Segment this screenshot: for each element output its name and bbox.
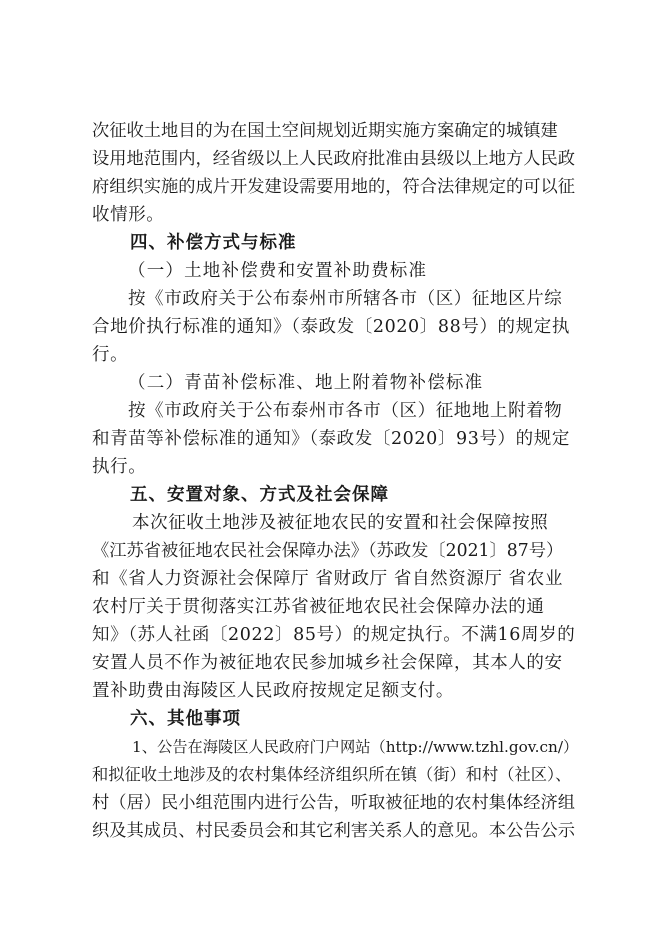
- section6-line-1: 1、公告在海陵区人民政府门户网站（http://www.tzhl.gov.cn/）: [132, 738, 579, 756]
- section4-sub2-line-1: 按《市政府关于公布泰州市各市（区）征地地上附着物: [128, 401, 563, 421]
- section5-line-4: 农村厅关于贯彻落实江苏省被征地农民社会保障办法的通: [92, 597, 545, 617]
- section5-line-1: 本次征收土地涉及被征地农民的安置和社会保障按照: [132, 513, 549, 533]
- section4-sub1-line-3: 行。: [92, 345, 129, 365]
- section5-line-2: 《江苏省被征地农民社会保障办法》（苏政发〔2021〕87号）: [92, 541, 564, 561]
- intro-line-3: 府组织实施的成片开发建设需要用地的，符合法律规定的可以征: [92, 177, 576, 197]
- section6-line-2: 和拟征收土地涉及的农村集体经济组织所在镇（街）和村（社区）、: [92, 765, 572, 784]
- section5-line-6: 安置人员不作为被征地农民参加城乡社会保障，其本人的安: [92, 653, 563, 673]
- intro-line-2: 设用地范围内，经省级以上人民政府批准由县级以上地方人民政: [92, 149, 576, 169]
- section4-sub2-line-3: 执行。: [92, 457, 147, 477]
- section4-sub2-heading: （二）青苗补偿标准、地上附着物补偿标准: [128, 373, 484, 393]
- section5-line-5: 知》（苏人社函〔2022〕85号）的规定执行。不满16周岁的: [92, 625, 576, 645]
- section4-sub1-heading: （一）土地补偿费和安置补助费标准: [128, 261, 428, 281]
- section6-heading: 六、其他事项: [130, 709, 241, 729]
- section5-heading: 五、安置对象、方式及社会保障: [130, 485, 389, 505]
- intro-line-4: 收情形。: [92, 205, 165, 225]
- section4-sub2-line-2: 和青苗等补偿标准的通知》（泰政发〔2020〕93号）的规定: [92, 429, 570, 449]
- section4-sub1-line-1: 按《市政府关于公布泰州市所辖各市（区）征地区片综: [128, 289, 563, 309]
- section4-heading: 四、补偿方式与标准: [130, 233, 297, 253]
- section5-line-3: 和《省人力资源社会保障厅 省财政厅 省自然资源厅 省农业: [92, 569, 563, 589]
- intro-line-1: 次征收土地目的为在国土空间规划近期实施方案确定的城镇建: [92, 121, 558, 141]
- section6-line-3: 村（居）民小组范围内进行公告，听取被征地的农村集体经济组: [92, 793, 576, 813]
- section6-line-4: 织及其成员、村民委员会和其它利害关系人的意见。本公告公示: [92, 821, 576, 841]
- section4-sub1-line-2: 合地价执行标准的通知》（泰政发〔2020〕88号）的规定执: [92, 317, 570, 337]
- section5-line-7: 置补助费由海陵区人民政府按规定足额支付。: [92, 681, 454, 701]
